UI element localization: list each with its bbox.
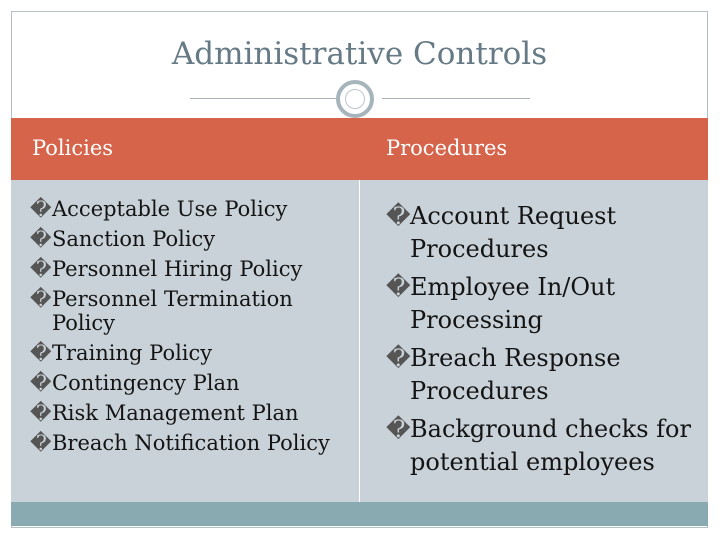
- bullet-icon: �: [30, 227, 52, 251]
- bullet-icon: �: [386, 202, 411, 230]
- list-item: � Contingency Plan: [30, 371, 240, 395]
- header-procedures: Procedures: [386, 136, 508, 160]
- bullet-icon: �: [386, 273, 411, 301]
- policies-list: [30, 197, 350, 461]
- list-item: � Personnel Hiring Policy: [30, 257, 303, 281]
- decorative-ring-icon: [336, 80, 374, 118]
- bullet-icon: �: [30, 371, 52, 395]
- list-item: � Breach Notification Policy: [30, 431, 330, 455]
- bullet-icon: �: [30, 257, 52, 281]
- procedures-list: [386, 200, 706, 484]
- bullet-icon: �: [386, 415, 411, 443]
- list-item: � Employee In/Out Processing: [386, 273, 616, 334]
- header-policies: Policies: [32, 136, 114, 160]
- bullet-icon: �: [386, 344, 411, 372]
- bullet-icon: �: [30, 341, 52, 365]
- bullet-icon: �: [30, 287, 52, 311]
- list-item: � Acceptable Use Policy: [30, 197, 288, 221]
- list-item: � Risk Management Plan: [30, 401, 299, 425]
- list-item: � Personnel Termination Policy: [30, 287, 293, 335]
- list-item: � Account Request Procedures: [386, 202, 617, 263]
- table-header-row: [11, 118, 708, 180]
- slide-title: Administrative Controls: [171, 36, 548, 72]
- list-item: � Training Policy: [30, 341, 213, 365]
- title-rule-left: [190, 98, 338, 99]
- bullet-icon: �: [30, 401, 52, 425]
- bullet-icon: �: [30, 431, 52, 455]
- list-item: � Breach Response Procedures: [386, 344, 621, 405]
- table-footer-row: [11, 502, 708, 526]
- bullet-icon: �: [30, 197, 52, 221]
- list-item: � Sanction Policy: [30, 227, 216, 251]
- column-divider: [359, 180, 360, 502]
- list-item: � Background checks for potential employees: [386, 415, 691, 476]
- title-rule-right: [382, 98, 530, 99]
